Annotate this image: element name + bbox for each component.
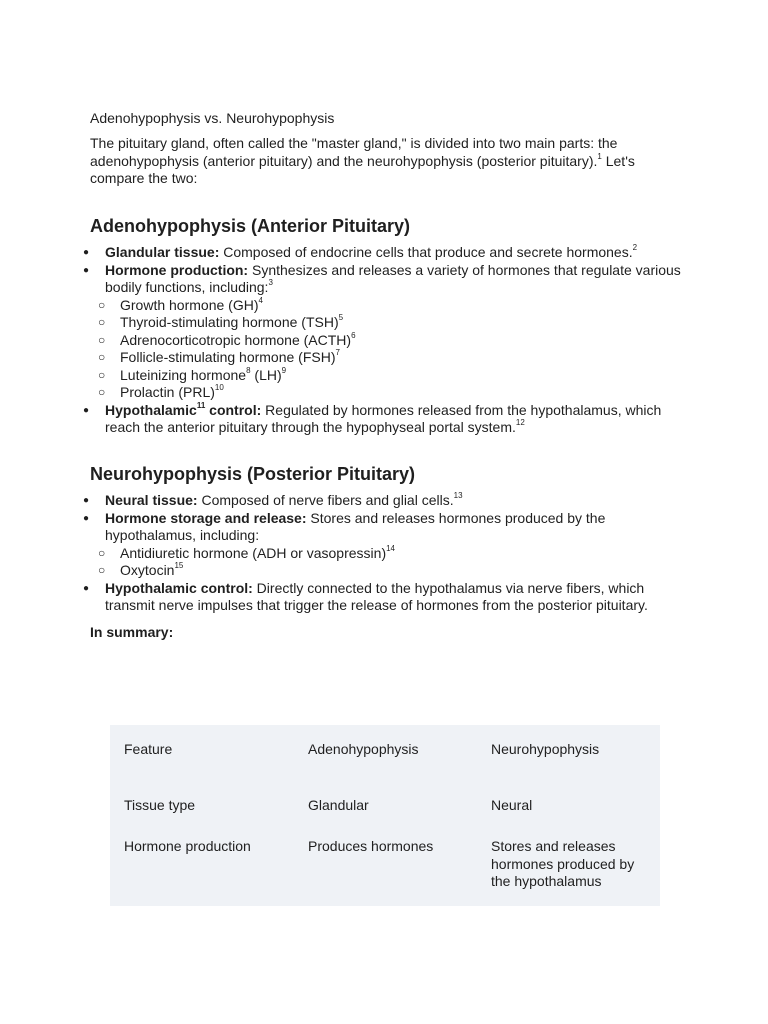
item-label-part: Hypothalamic [105,401,197,418]
item-label: Neural tissue: [105,492,198,508]
table-header-cell: Feature [124,741,173,757]
item-label-part: control: [205,401,262,418]
item-text: Directly connected to the hypothalamus via nerve fibers, which transmit nerve impulses that trigger the release of hormones from the posterior pituitary. [105,579,648,613]
intro-paragraph [90,135,650,188]
hormone-text: Antidiuretic hormone (ADH or vasopressin) [120,544,387,561]
posterior-heading: Neurohypophysis (Posterior Pituitary) [90,464,416,484]
table-cell: Tissue type [124,797,196,813]
hormone-text: Follicle-stimulating hormone (FSH) [120,349,336,365]
table-header-cell: Neurohypophysis [491,741,600,757]
item-text: Composed of nerve fibers and glial cells. [197,492,454,508]
footnote-ref[interactable]: 6 [351,330,356,340]
list-item [0,492,685,510]
summary-label: In summary: [90,624,174,640]
list-item [0,262,685,297]
document-title: Adenohypophysis vs. Neurohypophysis [90,110,335,126]
hormone-text: Growth hormone (GH) [120,296,259,313]
list-item [0,244,685,262]
footnote-ref[interactable]: 2 [632,243,638,253]
item-label: Glandular tissue: [105,244,220,260]
table-cell: Glandular [308,797,369,813]
sub-list-item [0,545,685,563]
footnote-ref[interactable]: 4 [258,295,263,305]
footnote-ref[interactable]: 15 [174,561,184,571]
anterior-list [0,244,700,437]
sub-list-item [0,384,685,402]
list-item [0,510,685,545]
footnote-ref[interactable]: 8 [246,365,251,375]
list-item [0,580,685,615]
item-text: Regulated by hormones released from the hypothalamus, which reach the anterior pituitary through the hypophyseal portal system. [105,401,662,435]
footnote-ref[interactable]: 11 [196,400,206,410]
sub-list-item [0,297,685,315]
anterior-heading: Adenohypophysis (Anterior Pituitary) [90,216,411,236]
summary-table [110,725,660,906]
footnote-ref[interactable]: 14 [386,543,396,553]
sub-list-item [0,332,685,350]
hormone-text: Prolactin (PRL) [120,384,215,400]
hormone-text: Adrenocorticotropic hormone (ACTH) [120,331,352,348]
list-item [0,402,685,437]
hormone-text: Luteinizing hormone [120,366,247,383]
item-text: Synthesizes and releases a variety of hormones that regulate various bodily functions, including: [105,261,681,295]
sub-list-item [0,314,685,332]
item-text: Composed of endocrine cells that produce and secrete hormones. [219,244,633,260]
footnote-ref[interactable]: 9 [281,365,287,375]
sub-list-item [0,349,685,367]
footnote-ref[interactable]: 13 [453,491,463,501]
table-cell: Produces hormones [308,838,434,854]
intro-tail: Let's compare the two: [90,152,635,186]
table-cell: Hormone production [124,838,251,854]
intro-text: The pituitary gland, often called the "master gland," is divided into two main parts: the adenohypophysis (anterior pituitary) and the neurohypophysis (posterior pituitary). [90,135,618,169]
hormone-text: (LH) [250,366,282,383]
hormone-text: Thyroid-stimulating hormone (TSH) [120,314,339,330]
posterior-list [0,492,700,615]
sub-list-item [0,367,685,385]
sub-list-item [0,562,685,580]
footnote-ref[interactable]: 5 [338,313,344,323]
item-text: Stores and releases hormones produced by the hypothalamus, including: [105,509,606,543]
footnote-ref[interactable]: 7 [335,348,340,358]
item-label [105,402,261,418]
footnote-ref[interactable]: 3 [268,278,273,288]
table-header-cell: Adenohypophysis [308,741,419,757]
item-label: Hypothalamic control: [105,579,253,596]
hormone-text: Oxytocin [120,562,175,578]
table-cell: Neural [491,797,533,813]
footnote-ref[interactable]: 1 [597,151,602,161]
footnote-ref[interactable]: 10 [214,383,224,393]
footnote-ref[interactable]: 12 [515,418,525,428]
table-cell: Stores and releases hormones produced by the hypothalamus [491,838,635,889]
item-label: Hormone storage and release: [105,509,307,526]
item-label: Hormone production: [105,261,249,278]
